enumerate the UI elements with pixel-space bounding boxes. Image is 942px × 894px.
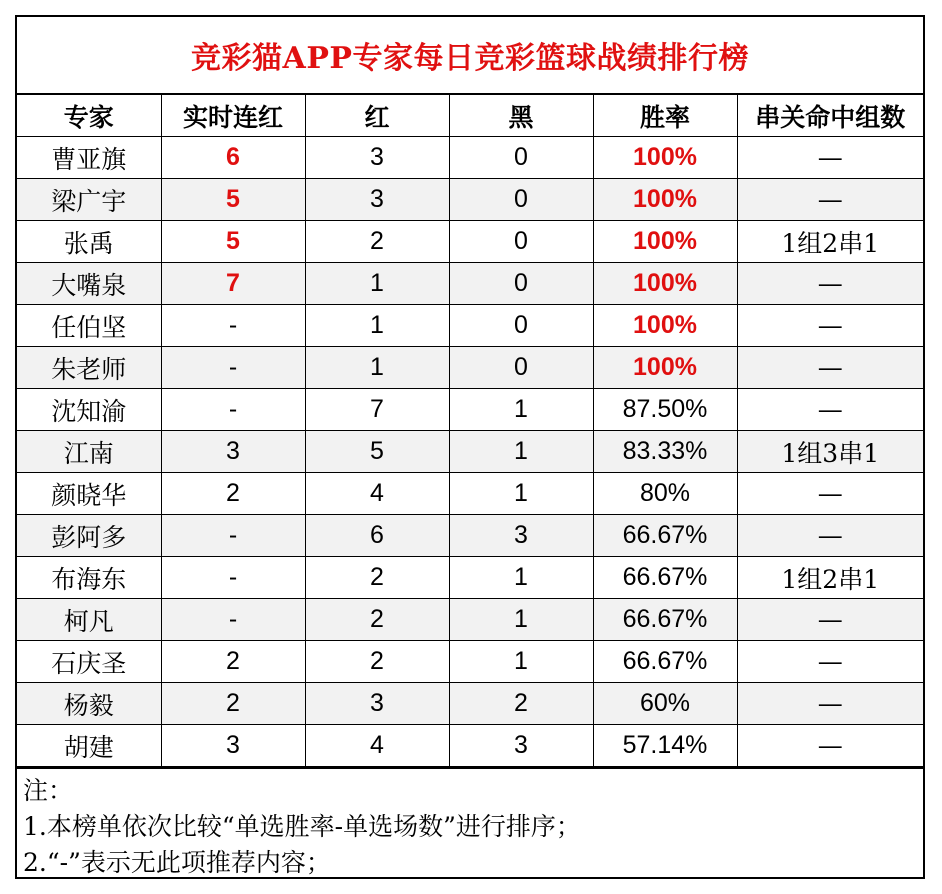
- black-count: 3: [449, 515, 593, 557]
- expert-name: 江南: [17, 431, 161, 473]
- ranking-table: [17, 95, 923, 767]
- black-count: 3: [449, 725, 593, 767]
- combo-hits: —: [737, 179, 923, 221]
- streak-cell: 5: [161, 179, 305, 221]
- table-row: [17, 347, 923, 389]
- red-count: 2: [305, 599, 449, 641]
- red-count: 1: [305, 347, 449, 389]
- black-count: 1: [449, 641, 593, 683]
- expert-name: 曹亚旗: [17, 137, 161, 179]
- expert-name: 布海东: [17, 557, 161, 599]
- red-count: 1: [305, 305, 449, 347]
- red-count: 2: [305, 641, 449, 683]
- black-count: 1: [449, 431, 593, 473]
- combo-hits: —: [737, 389, 923, 431]
- expert-name: 柯凡: [17, 599, 161, 641]
- win-rate: 66.67%: [593, 515, 737, 557]
- win-rate: 80%: [593, 473, 737, 515]
- expert-name: 胡建: [17, 725, 161, 767]
- combo-hits: —: [737, 725, 923, 767]
- table-row: [17, 599, 923, 641]
- expert-name: 任伯坚: [17, 305, 161, 347]
- expert-name: 朱老师: [17, 347, 161, 389]
- black-count: 1: [449, 557, 593, 599]
- win-rate: 57.14%: [593, 725, 737, 767]
- ranking-body: [17, 137, 923, 767]
- black-count: 0: [449, 263, 593, 305]
- combo-hits: 1组3串1: [737, 431, 923, 473]
- black-count: 1: [449, 389, 593, 431]
- notes-heading: 注：: [23, 776, 74, 805]
- notes-section: [17, 767, 923, 881]
- win-rate: 100%: [593, 221, 737, 263]
- combo-hits: —: [737, 473, 923, 515]
- header-red: 红: [305, 95, 449, 137]
- expert-name: 石庆圣: [17, 641, 161, 683]
- win-rate: 100%: [593, 179, 737, 221]
- table-row: [17, 641, 923, 683]
- header-combo-hits: 串关命中组数: [737, 95, 923, 137]
- streak-cell: -: [161, 347, 305, 389]
- streak-cell: -: [161, 515, 305, 557]
- sheet-title: 竞彩猫APP专家每日竞彩篮球战绩排行榜: [17, 17, 923, 95]
- black-count: 0: [449, 305, 593, 347]
- win-rate: 100%: [593, 137, 737, 179]
- streak-cell: -: [161, 389, 305, 431]
- black-count: 2: [449, 683, 593, 725]
- win-rate: 87.50%: [593, 389, 737, 431]
- note-line-1: 1.本榜单依次比较“单选胜率-单选场数”进行排序；: [23, 812, 581, 841]
- win-rate: 66.67%: [593, 557, 737, 599]
- red-count: 3: [305, 179, 449, 221]
- header-expert: 专家: [17, 95, 161, 137]
- combo-hits: 1组2串1: [737, 557, 923, 599]
- table-row: [17, 179, 923, 221]
- win-rate: 83.33%: [593, 431, 737, 473]
- header-black: 黑: [449, 95, 593, 137]
- black-count: 1: [449, 599, 593, 641]
- red-count: 3: [305, 683, 449, 725]
- streak-cell: -: [161, 557, 305, 599]
- table-row: [17, 263, 923, 305]
- table-row: [17, 515, 923, 557]
- note-line-2: 2.“-”表示无此项推荐内容；: [23, 848, 331, 877]
- black-count: 0: [449, 347, 593, 389]
- header-win-rate: 胜率: [593, 95, 737, 137]
- red-count: 3: [305, 137, 449, 179]
- table-row: [17, 221, 923, 263]
- black-count: 0: [449, 179, 593, 221]
- red-count: 5: [305, 431, 449, 473]
- table-row: [17, 137, 923, 179]
- streak-cell: 6: [161, 137, 305, 179]
- streak-cell: 2: [161, 641, 305, 683]
- combo-hits: —: [737, 305, 923, 347]
- streak-cell: 2: [161, 473, 305, 515]
- red-count: 4: [305, 725, 449, 767]
- combo-hits: —: [737, 683, 923, 725]
- combo-hits: —: [737, 263, 923, 305]
- expert-name: 张禹: [17, 221, 161, 263]
- expert-name: 大嘴泉: [17, 263, 161, 305]
- win-rate: 66.67%: [593, 641, 737, 683]
- table-row: [17, 431, 923, 473]
- red-count: 2: [305, 557, 449, 599]
- black-count: 0: [449, 221, 593, 263]
- combo-hits: —: [737, 347, 923, 389]
- expert-name: 杨毅: [17, 683, 161, 725]
- red-count: 6: [305, 515, 449, 557]
- ranking-sheet: [15, 15, 925, 879]
- win-rate: 66.67%: [593, 599, 737, 641]
- red-count: 7: [305, 389, 449, 431]
- combo-hits: 1组2串1: [737, 221, 923, 263]
- table-row: [17, 389, 923, 431]
- expert-name: 彭阿多: [17, 515, 161, 557]
- header-streak: 实时连红: [161, 95, 305, 137]
- red-count: 2: [305, 221, 449, 263]
- win-rate: 100%: [593, 305, 737, 347]
- streak-cell: 3: [161, 725, 305, 767]
- red-count: 1: [305, 263, 449, 305]
- table-row: [17, 473, 923, 515]
- table-row: [17, 305, 923, 347]
- expert-name: 颜晓华: [17, 473, 161, 515]
- table-row: [17, 557, 923, 599]
- streak-cell: -: [161, 305, 305, 347]
- win-rate: 100%: [593, 347, 737, 389]
- win-rate: 100%: [593, 263, 737, 305]
- combo-hits: —: [737, 515, 923, 557]
- black-count: 0: [449, 137, 593, 179]
- combo-hits: —: [737, 599, 923, 641]
- expert-name: 沈知渝: [17, 389, 161, 431]
- combo-hits: —: [737, 641, 923, 683]
- streak-cell: 2: [161, 683, 305, 725]
- streak-cell: -: [161, 599, 305, 641]
- table-row: [17, 725, 923, 767]
- black-count: 1: [449, 473, 593, 515]
- expert-name: 梁广宇: [17, 179, 161, 221]
- table-row: [17, 683, 923, 725]
- header-row: [17, 95, 923, 137]
- streak-cell: 7: [161, 263, 305, 305]
- win-rate: 60%: [593, 683, 737, 725]
- combo-hits: —: [737, 137, 923, 179]
- red-count: 4: [305, 473, 449, 515]
- streak-cell: 5: [161, 221, 305, 263]
- streak-cell: 3: [161, 431, 305, 473]
